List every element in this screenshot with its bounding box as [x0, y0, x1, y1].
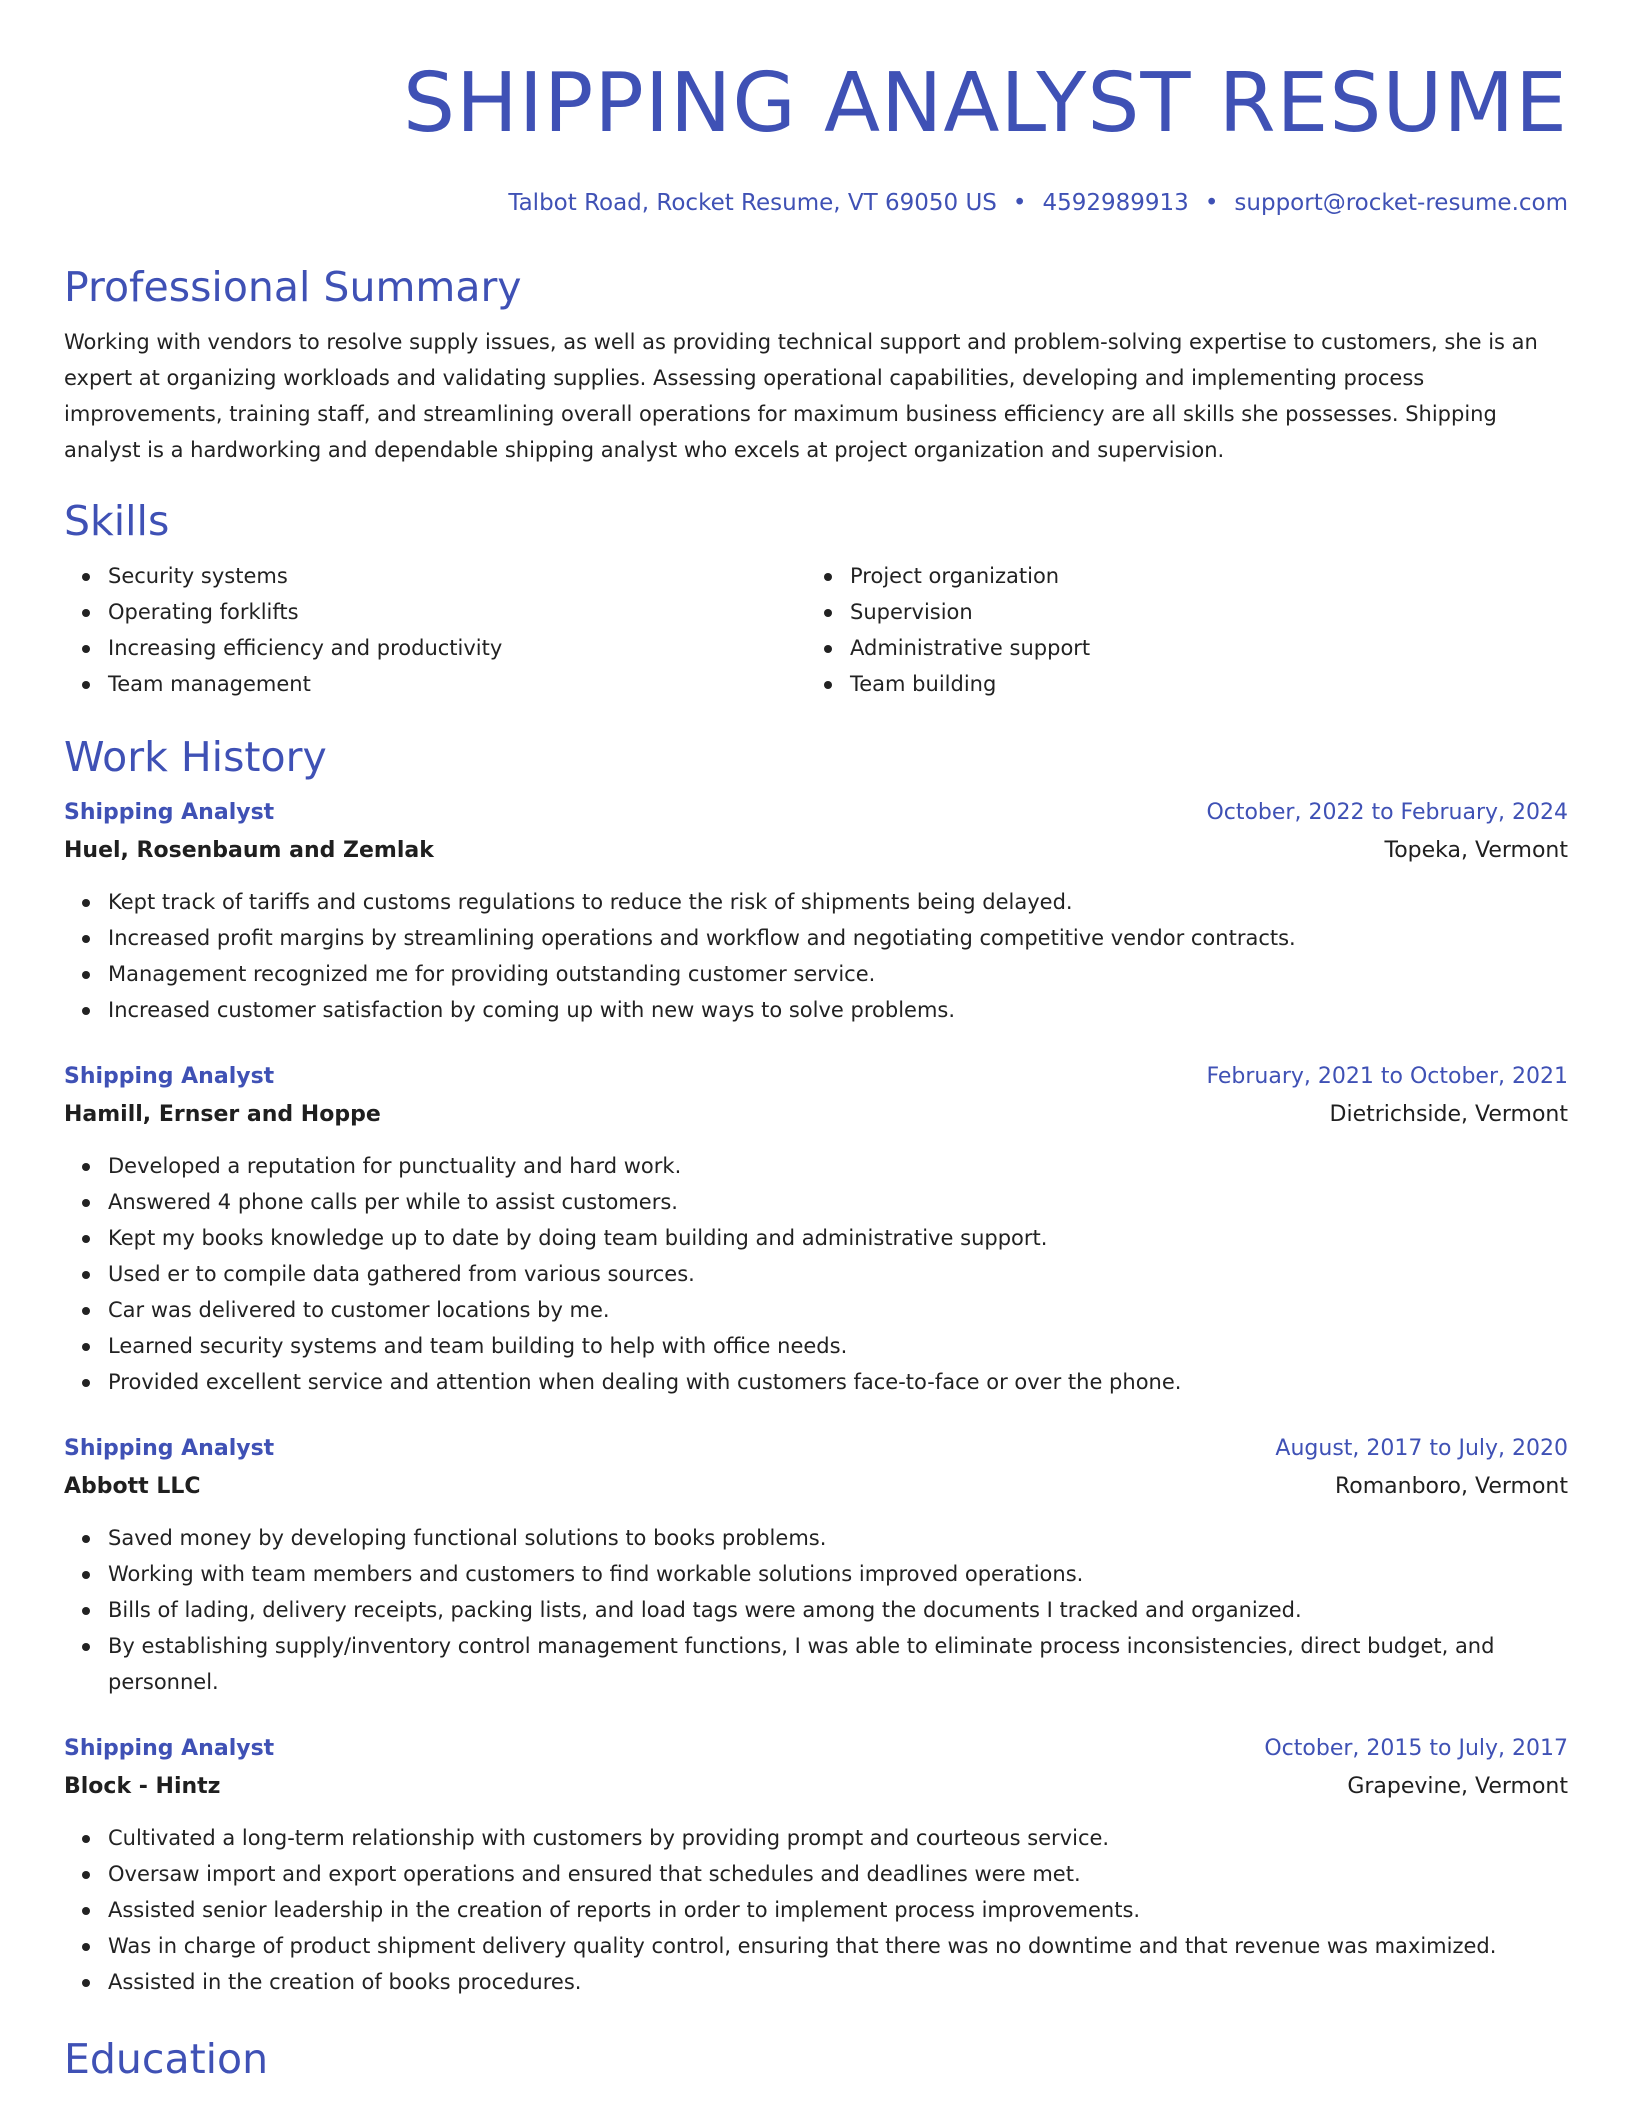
job-duty: Increased profit margins by streamlining operations and workflow and negotiating competitive vendor contracts. [64, 920, 1568, 956]
job-duties-list [64, 1520, 1568, 1700]
job-company: Huel, Rosenbaum and Zemlak [64, 838, 434, 863]
job-header-row [64, 1430, 1568, 1468]
job-duty: Answered 4 phone calls per while to assist customers. [64, 1184, 1568, 1220]
job-location: Romanboro, Vermont [1334, 1474, 1568, 1499]
work-history-heading: Work History [64, 733, 327, 781]
skill-item: Team management [64, 666, 806, 702]
contact-email: support@rocket-resume.com [1234, 190, 1568, 216]
job-duties-list [64, 884, 1568, 1028]
job-duty: Learned security systems and team building to help with office needs. [64, 1328, 1568, 1364]
job-duty: Oversaw import and export operations and ensured that schedules and deadlines were met. [64, 1856, 1568, 1892]
job-location: Dietrichside, Vermont [1329, 1102, 1568, 1127]
job-company: Block - Hintz [64, 1774, 221, 1799]
job-duty: Cultivated a long-term relationship with customers by providing prompt and courteous service. [64, 1820, 1568, 1856]
job-company: Hamill, Ernser and Hoppe [64, 1102, 381, 1127]
job-dates: October, 2015 to July, 2017 [1264, 1736, 1568, 1761]
job-duty: Developed a reputation for punctuality and hard work. [64, 1148, 1568, 1184]
job-duty: Was in charge of product shipment delivery quality control, ensuring that there was no downtime and that revenue was maximized. [64, 1928, 1568, 1964]
job-entry [64, 1058, 1568, 1400]
job-duties-list [64, 1820, 1568, 2000]
skills-list-left [64, 558, 806, 702]
job-duty: Kept track of tariffs and customs regulations to reduce the risk of shipments being delayed. [64, 884, 1568, 920]
summary-text: Working with vendors to resolve supply issues, as well as providing technical support and problem-solving expertise to customers, she is an expert at organizing workloads and validating supplies. Assessing operational capabilities, developing and implementing process improvements, training staff, and streamlining overall operations for maximum business efficiency are all skills she possesses. Shipping analyst is a hardworking and dependable shipping analyst who excels at project organization and supervision. [64, 330, 1538, 462]
skill-item: Team building [806, 666, 1548, 702]
job-duty: Working with team members and customers to find workable solutions improved operations. [64, 1556, 1568, 1592]
job-header-row [64, 1058, 1568, 1096]
skill-item: Security systems [64, 558, 806, 594]
job-entry [64, 1430, 1568, 1700]
job-entry [64, 794, 1568, 1028]
job-company-row [64, 1096, 1568, 1134]
contact-phone: 4592989913 [1042, 190, 1189, 216]
skill-item: Project organization [806, 558, 1548, 594]
skills-list-right [806, 558, 1548, 702]
job-duty: Saved money by developing functional solutions to books problems. [64, 1520, 1568, 1556]
skill-item: Operating forklifts [64, 594, 806, 630]
resume-page [64, 0, 1568, 2084]
job-location: Topeka, Vermont [1384, 838, 1568, 863]
job-duty: Management recognized me for providing outstanding customer service. [64, 956, 1568, 992]
job-company-row [64, 1768, 1568, 1806]
job-title: Shipping Analyst [64, 800, 275, 825]
job-title: Shipping Analyst [64, 1064, 275, 1089]
job-duty: Kept my books knowledge up to date by doing team building and administrative support. [64, 1220, 1568, 1256]
job-duty: By establishing supply/inventory control management functions, I was able to eliminate process inconsistencies, direct budget, and personnel. [64, 1628, 1568, 1700]
job-location: Grapevine, Vermont [1347, 1774, 1568, 1799]
job-dates: February, 2021 to October, 2021 [1206, 1064, 1568, 1089]
job-company: Abbott LLC [64, 1474, 201, 1499]
job-dates: August, 2017 to July, 2020 [1275, 1436, 1568, 1461]
skill-item: Increasing efficiency and productivity [64, 630, 806, 666]
job-duty: Provided excellent service and attention when dealing with customers face-to-face or over the phone. [64, 1364, 1568, 1400]
job-duty: Bills of lading, delivery receipts, packing lists, and load tags were among the documents I tracked and organized. [64, 1592, 1568, 1628]
job-duty: Assisted senior leadership in the creation of reports in order to implement process improvements. [64, 1892, 1568, 1928]
job-duty: Assisted in the creation of books procedures. [64, 1964, 1568, 2000]
job-dates: October, 2022 to February, 2024 [1206, 800, 1568, 825]
skills-grid [64, 558, 1568, 702]
job-duty: Increased customer satisfaction by coming up with new ways to solve problems. [64, 992, 1568, 1028]
job-header-row [64, 794, 1568, 832]
job-title: Shipping Analyst [64, 1736, 275, 1761]
skill-item: Administrative support [806, 630, 1548, 666]
skills-heading: Skills [64, 497, 170, 545]
contact-separator: • [1204, 190, 1219, 216]
job-company-row [64, 832, 1568, 870]
contact-separator: • [1012, 190, 1027, 216]
summary-heading: Professional Summary [64, 263, 522, 311]
resume-title: SHIPPING ANALYST RESUME [403, 56, 1568, 151]
contact-line [64, 188, 1568, 218]
job-duty: Car was delivered to customer locations by me. [64, 1292, 1568, 1328]
job-duty: Used er to compile data gathered from various sources. [64, 1256, 1568, 1292]
job-duties-list [64, 1148, 1568, 1400]
contact-address: Talbot Road, Rocket Resume, VT 69050 US [508, 190, 997, 216]
education-heading: Education [64, 2035, 269, 2083]
job-header-row [64, 1730, 1568, 1768]
job-company-row [64, 1468, 1568, 1506]
skill-item: Supervision [806, 594, 1548, 630]
job-title: Shipping Analyst [64, 1436, 275, 1461]
job-entry [64, 1730, 1568, 2000]
